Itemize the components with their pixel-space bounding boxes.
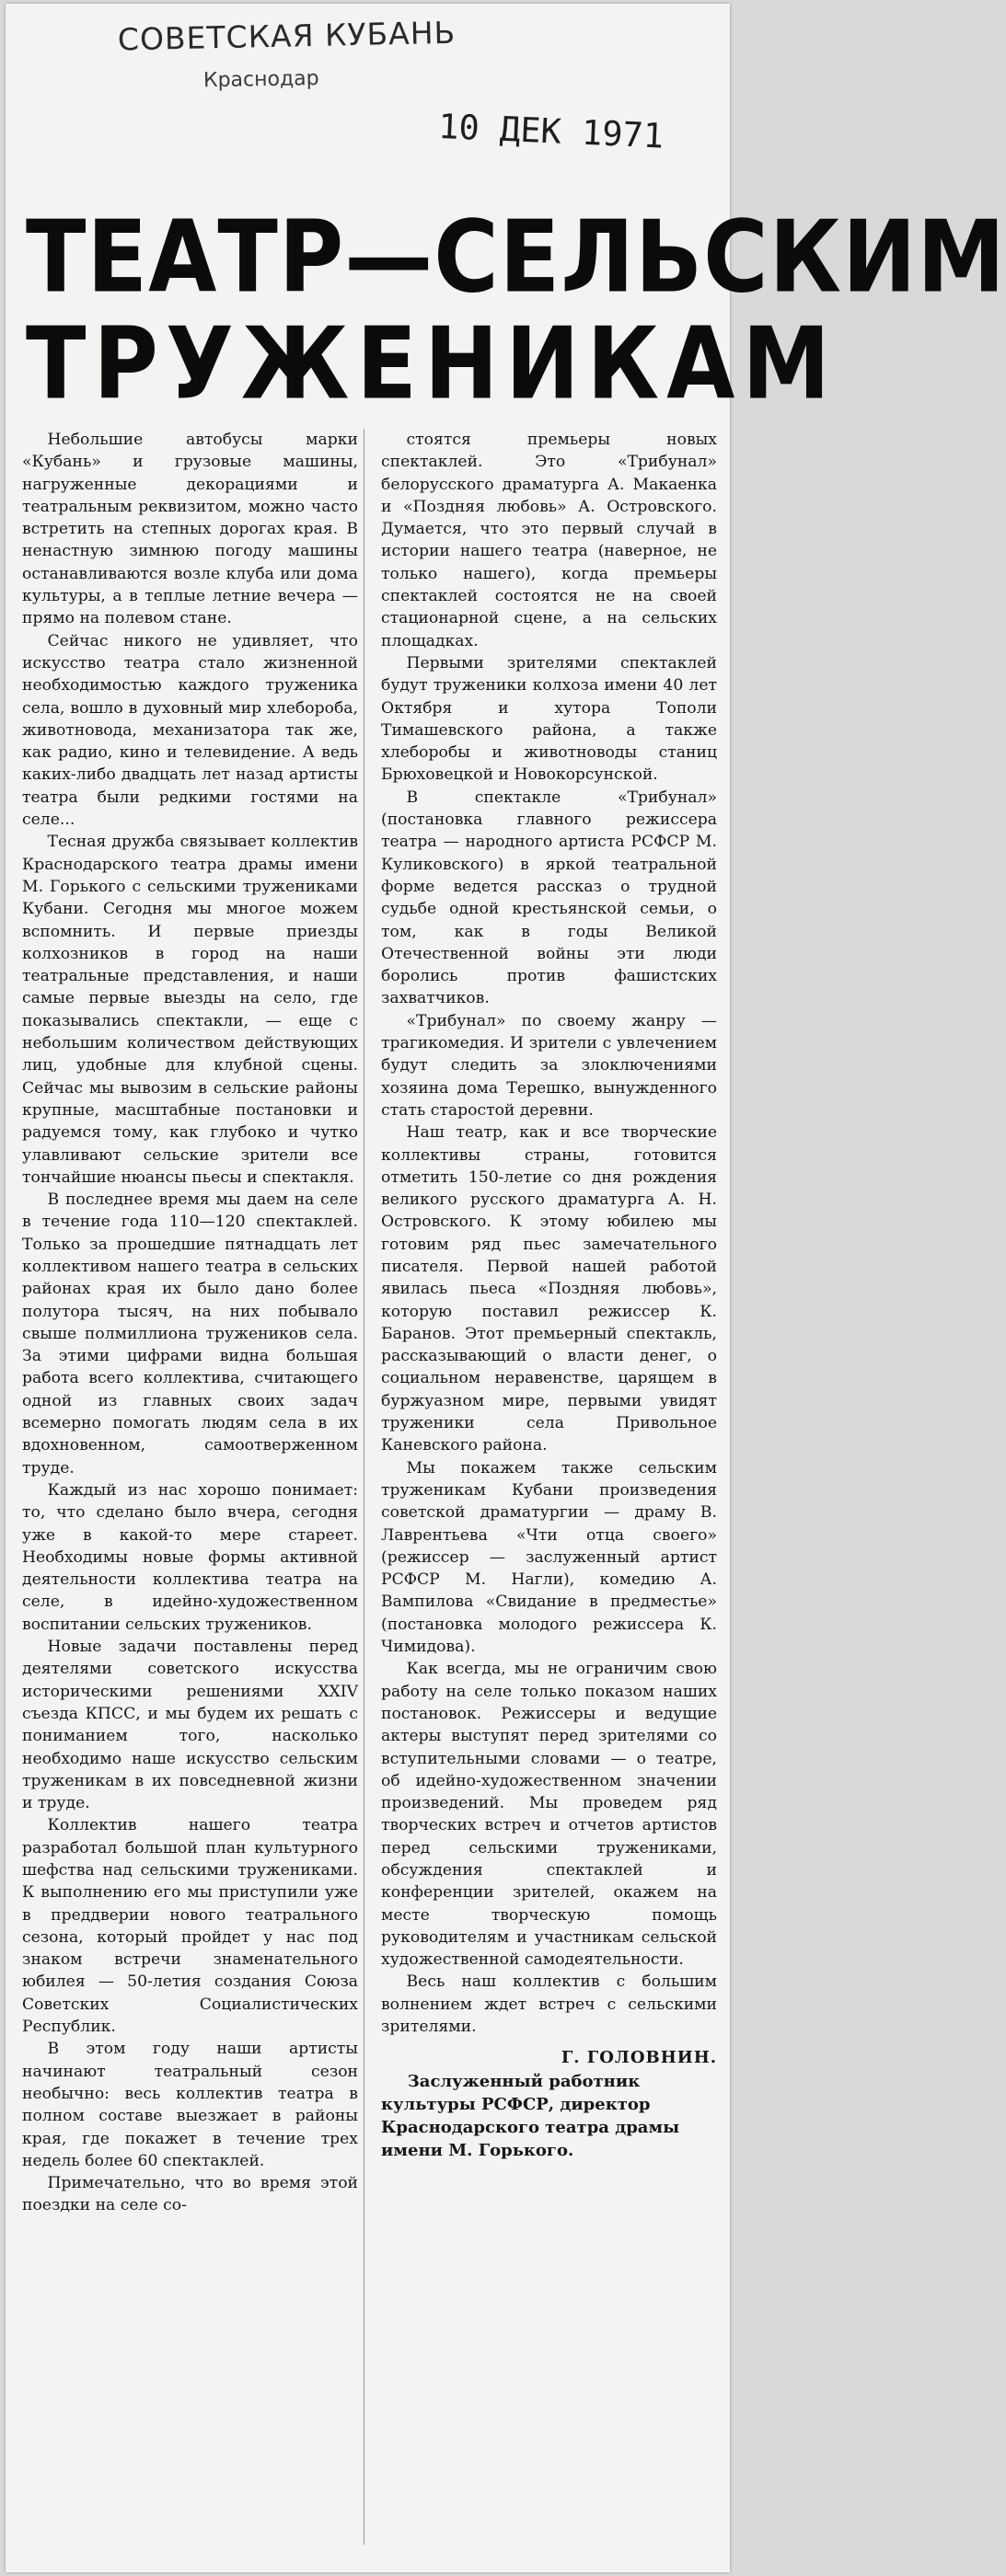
paragraph: Как всегда, мы не ограничим свою работу на селе только показом наших постановок. Режиссеры и ведущие актеры выступят перед зрителями со вступительными словами — о театре, об идейно-художественном значении произведений. Мы проведем ряд творческих встреч и отчетов артистов перед сельскими тружениками, обсуждения спектаклей и конференции зрителей, окажем на месте творческую помощь руководителям и участникам сельской художественной самодеятельности. [381,1660,717,1970]
headline-line-1: ТЕАТР—СЕЛЬСКИМ [26,200,1006,316]
paragraph: Новые задачи поставлены перед деятелями советского искусства историческими решениями XXIV съезда КПСС, и мы будем их решать с пониманием того, насколько необходимо наше искусство сельским труженикам в их повседневной жизни и труде. [22,1638,358,1813]
article-column-right [381,429,717,2545]
paragraph: Примечательно, что во время этой поездки на селе со- [22,2174,358,2215]
newspaper-stamp: СОВЕТСКАЯ КУБАНЬ [117,14,457,58]
author-title: Заслуженный работник культуры РСФСР, директор Краснодарского театра драмы имени М. Горького. [381,2071,680,2160]
paragraph: В этом году наши артисты начинают театральный сезон необычно: весь коллектив театра в полном составе выезжает в районы края, где покажет в течение трех недель более 60 спектаклей. [22,2040,358,2170]
paragraph: стоятся премьеры новых спектаклей. Это «Трибунал» белорусского драматурга А. Макаенка и «Поздняя любовь» А. Островского. Думается, что это первый случай в истории нашего театра (наверное, не только нашего), когда премьеры спектаклей состоятся не на своей стационарной сцене, а на сельских площадках. [381,431,717,650]
paragraph: Мы покажем также сельским труженикам Кубани произведения советской драматургии — драму В. Лаврентьева «Чти отца своего» (режиссер — заслуженный артист РСФСР М. Нагли), комедию А. Вампилова «Свидание в предместье» (постановка молодого режиссера К. Чимидова). [381,1458,717,1657]
signature-block [381,2047,717,2161]
paragraph: Тесная дружба связывает коллектив Краснодарского театра драмы имени М. Горького с сельскими тружениками Кубани. Сегодня мы многое можем вспомнить. И первые приезды колхозников в город на наши театральные представления, и наши самые первые выезды на село, где показывались спектакли, — еще с небольшим количеством действующих лиц, удобные для клубной сцены. Сейчас мы вывозим в сельские районы крупные, масштабные постановки и радуемся тому, как глубоко и чутко улавливают сельские зрители все тончайшие нюансы пьесы и спектакля. [22,833,358,1187]
date-stamp: 10 ДЕК 1971 [437,106,665,156]
paragraph: Весь наш коллектив с большим волнением ждет встреч с сельскими зрителями. [381,1972,717,2037]
paragraph: «Трибунал» по своему жанру — трагикомедия. И зрители с увлечением будут следить за злоключениями хозяина дома Терешко, вынужденного стать старостой деревни. [381,1011,717,1120]
paragraph: Первыми зрителями спектаклей будут труженики колхоза имени 40 лет Октября и хутора Тополи Тимашевского района, а также хлеборобы и животноводы станиц Брюховецкой и Новокорсунской. [381,653,717,785]
paragraph: Небольшие автобусы марки «Кубань» и грузовые машины, нагруженные декорациями и театральным реквизитом, можно часто встретить на степных дорогах края. В ненастную зимнюю погоду машины останавливаются возле клуба или дома культуры, а в теплые летние вечера — прямо на полевом стане. [22,431,358,628]
paragraph: Наш театр, как и все творческие коллективы страны, готовится отметить 150-летие со дня рождения великого русского драматурга А. Н. Островского. К этому юбилею мы готовим ряд пьес замечательного писателя. Первой нашей работой явилась пьеса «Поздняя любовь», которую поставил режиссер К. Баранов. Этот премьерный спектакль, рассказывающий о власти денег, о социальном неравенстве, царящем в буржуазном мире, первыми увидят труженики села Привольное Каневского района. [381,1123,717,1455]
paragraph: В последнее время мы даем на селе в течение года 110—120 спектаклей. Только за прошедшие пятнадцать лет коллективом нашего театра в сельских районах края их было дано более полутора тысяч, на них побывало свыше полмиллиона тружеников села. За этими цифрами видна большая работа всего коллектива, считающего одной из главных своих задач всемерно помогать людям села в их вдохновенном, самоотверженном труде. [22,1190,358,1478]
city-stamp: Краснодар [202,67,319,93]
paragraph: Сейчас никого не удивляет, что искусство театра стало жизненной необходимостью каждого труженика села, вошло в духовный мир хлебороба, животновода, механизатора так же, как радио, кино и телевидение. А ведь каких-либо двадцать лет назад артисты театра были редкими гостями на селе... [22,631,358,830]
newspaper-clipping [6,4,1006,2572]
author-name: Г. ГОЛОВНИН. [561,2048,717,2068]
article-column-left [22,429,358,2545]
headline-line-2: ТРУЖЕНИКАМ [26,306,838,422]
paragraph: В спектакле «Трибунал» (постановка главного режиссера театра — народного артиста РСФСР М. Куликовского) в яркой театральной форме ведется рассказ о трудной судьбе одной крестьянской семьи, о том, как в годы Великой Отечественной войны эти люди боролись против фашистских захватчиков. [381,788,717,1008]
paragraph: Каждый из нас хорошо понимает: то, что сделано было вчера, сегодня уже в какой-то мере стареет. Необходимы новые формы активной деятельности коллектива театра на селе, в идейно-художественном воспитании сельских тружеников. [22,1480,358,1634]
paragraph: Коллектив нашего театра разработал большой план культурного шефства над сельскими тружениками. К выполнению его мы приступили уже в преддверии нового театрального сезона, который пройдет у нас под знаком встречи знаменательного юбилея — 50-летия создания Союза Советских Социалистических Республик. [22,1816,358,2037]
